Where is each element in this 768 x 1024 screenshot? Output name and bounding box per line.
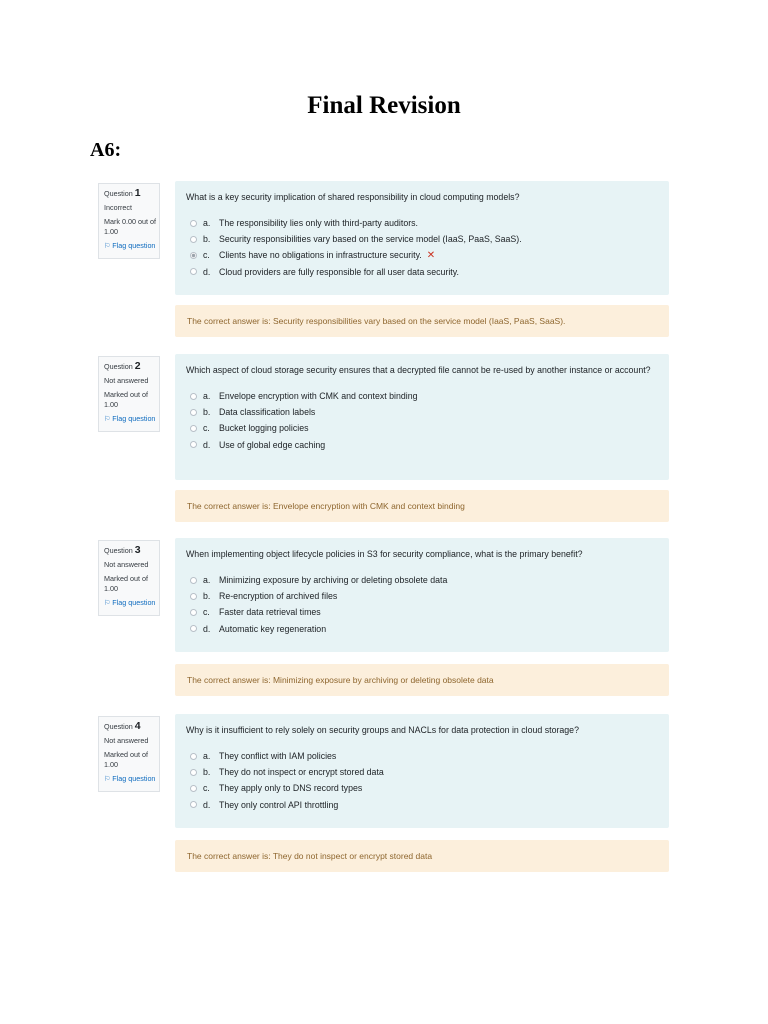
question-state: Not answered bbox=[104, 736, 149, 745]
radio-button[interactable] bbox=[190, 609, 197, 616]
flag-label: Flag question bbox=[112, 598, 156, 607]
flag-question-link[interactable] bbox=[104, 774, 159, 785]
question-number-line bbox=[104, 721, 159, 732]
radio-button[interactable] bbox=[190, 393, 197, 400]
question-grade: Mark 0.00 out of 1.00 bbox=[104, 217, 156, 236]
question-text: When implementing object lifecycle policies in S3 for security compliance, what is the primary benefit? bbox=[186, 549, 583, 559]
answer-letter: d. bbox=[203, 266, 211, 277]
answer-letter: a. bbox=[203, 751, 211, 762]
question-info bbox=[98, 356, 160, 432]
answer-option[interactable] bbox=[186, 604, 658, 620]
answer-letter: c. bbox=[203, 250, 210, 261]
correct-answer-feedback: The correct answer is: Envelope encryption with CMK and context binding bbox=[175, 490, 669, 522]
question-number-line bbox=[104, 545, 159, 556]
question-grade: Marked out of 1.00 bbox=[104, 574, 148, 593]
answer-text: Security responsibilities vary based on the service model (IaaS, PaaS, SaaS). bbox=[219, 234, 522, 245]
question-number-line bbox=[104, 188, 159, 199]
answer-text: Cloud providers are fully responsible for all user data security. bbox=[219, 266, 459, 277]
flag-label: Flag question bbox=[112, 241, 156, 250]
question-number: 2 bbox=[134, 360, 141, 372]
question-label: Question bbox=[104, 189, 133, 198]
answer-text: Automatic key regeneration bbox=[219, 623, 327, 634]
question-grade: Marked out of 1.00 bbox=[104, 390, 148, 409]
question-text: Why is it insufficient to rely solely on security groups and NACLs for data protection in cloud storage? bbox=[186, 725, 579, 735]
answer-option-selected[interactable] bbox=[186, 247, 658, 263]
answer-option[interactable] bbox=[186, 764, 658, 780]
answer-text: Data classification labels bbox=[219, 407, 316, 418]
flag-question-link[interactable] bbox=[104, 414, 159, 425]
answer-option[interactable] bbox=[186, 572, 658, 588]
answer-option[interactable] bbox=[186, 404, 658, 420]
question-grade: Marked out of 1.00 bbox=[104, 750, 148, 769]
incorrect-x-icon: ✕ bbox=[426, 249, 436, 261]
flag-label: Flag question bbox=[112, 414, 156, 423]
question-formulation bbox=[175, 714, 669, 828]
answer-text: Re-encryption of archived files bbox=[219, 591, 338, 602]
answer-letter: d. bbox=[203, 623, 211, 634]
answer-text: The responsibility lies only with third-party auditors. bbox=[219, 218, 418, 229]
radio-button[interactable] bbox=[190, 577, 197, 584]
question-info bbox=[98, 540, 160, 616]
answer-option[interactable] bbox=[186, 420, 658, 436]
radio-button-checked[interactable] bbox=[190, 252, 197, 259]
question-text: What is a key security implication of shared responsibility in cloud computing models? bbox=[186, 192, 520, 202]
answer-option[interactable] bbox=[186, 588, 658, 604]
answer-text: They only control API throttling bbox=[219, 799, 339, 810]
question-number-line bbox=[104, 361, 159, 372]
answer-option[interactable] bbox=[186, 748, 658, 764]
correct-answer-feedback: The correct answer is: They do not inspect or encrypt stored data bbox=[175, 840, 669, 872]
radio-button[interactable] bbox=[190, 441, 197, 448]
answer-letter: a. bbox=[203, 391, 211, 402]
question-label: Question bbox=[104, 362, 133, 371]
answer-text: Envelope encryption with CMK and context binding bbox=[219, 391, 418, 402]
flag-question-link[interactable] bbox=[104, 598, 159, 609]
flag-icon: ⚐ bbox=[104, 600, 111, 607]
radio-button[interactable] bbox=[190, 769, 197, 776]
question-formulation bbox=[175, 354, 669, 480]
answer-letter: b. bbox=[203, 591, 211, 602]
radio-button[interactable] bbox=[190, 409, 197, 416]
radio-button[interactable] bbox=[190, 753, 197, 760]
radio-button[interactable] bbox=[190, 801, 197, 808]
radio-button[interactable] bbox=[190, 425, 197, 432]
flag-question-link[interactable] bbox=[104, 241, 159, 252]
answer-option[interactable] bbox=[186, 388, 658, 404]
answer-text: Use of global edge caching bbox=[219, 439, 326, 450]
question-state: Not answered bbox=[104, 376, 149, 385]
answer-text: They do not inspect or encrypt stored data bbox=[219, 767, 384, 778]
flag-icon: ⚐ bbox=[104, 416, 111, 423]
answer-option[interactable] bbox=[186, 437, 658, 453]
question-text: Which aspect of cloud storage security ensures that a decrypted file cannot be re-used by another instance or account? bbox=[186, 365, 651, 375]
section-heading: A6: bbox=[90, 139, 122, 161]
question-info bbox=[98, 183, 160, 259]
answer-text: They conflict with IAM policies bbox=[219, 751, 337, 762]
answer-letter: c. bbox=[203, 783, 210, 794]
answer-letter: d. bbox=[203, 799, 211, 810]
flag-icon: ⚐ bbox=[104, 776, 111, 783]
answer-text: Faster data retrieval times bbox=[219, 607, 321, 618]
flag-icon: ⚐ bbox=[104, 243, 111, 250]
question-number: 3 bbox=[134, 544, 141, 556]
question-formulation bbox=[175, 538, 669, 652]
answer-letter: c. bbox=[203, 607, 210, 618]
answer-letter: d. bbox=[203, 439, 211, 450]
flag-label: Flag question bbox=[112, 774, 156, 783]
answer-letter: b. bbox=[203, 234, 211, 245]
answer-text: Minimizing exposure by archiving or deleting obsolete data bbox=[219, 575, 448, 586]
question-number: 4 bbox=[134, 720, 141, 732]
answer-option[interactable] bbox=[186, 621, 658, 637]
radio-button[interactable] bbox=[190, 220, 197, 227]
question-label: Question bbox=[104, 722, 133, 731]
answer-option[interactable] bbox=[186, 780, 658, 796]
radio-button[interactable] bbox=[190, 625, 197, 632]
radio-button[interactable] bbox=[190, 268, 197, 275]
question-label: Question bbox=[104, 546, 133, 555]
answer-option[interactable] bbox=[186, 215, 658, 231]
question-number: 1 bbox=[134, 187, 141, 199]
answer-text: They apply only to DNS record types bbox=[219, 783, 363, 794]
answer-letter: c. bbox=[203, 423, 210, 434]
question-formulation bbox=[175, 181, 669, 295]
answer-option[interactable] bbox=[186, 231, 658, 247]
answer-letter: a. bbox=[203, 575, 211, 586]
correct-answer-feedback: The correct answer is: Minimizing exposure by archiving or deleting obsolete data bbox=[175, 664, 669, 696]
page-title: Final Revision bbox=[307, 92, 461, 119]
radio-button[interactable] bbox=[190, 785, 197, 792]
question-state: Incorrect bbox=[104, 203, 132, 212]
answer-letter: a. bbox=[203, 218, 211, 229]
answer-letter: b. bbox=[203, 407, 211, 418]
answer-text: Bucket logging policies bbox=[219, 423, 309, 434]
question-info bbox=[98, 716, 160, 792]
answer-letter: b. bbox=[203, 767, 211, 778]
correct-answer-feedback: The correct answer is: Security responsibilities vary based on the service model (IaaS, PaaS, SaaS). bbox=[175, 305, 669, 337]
radio-button[interactable] bbox=[190, 236, 197, 243]
radio-button[interactable] bbox=[190, 593, 197, 600]
answer-option[interactable] bbox=[186, 797, 658, 813]
question-state: Not answered bbox=[104, 560, 149, 569]
answer-text: Clients have no obligations in infrastructure security. bbox=[219, 250, 422, 261]
answer-option[interactable] bbox=[186, 264, 658, 280]
